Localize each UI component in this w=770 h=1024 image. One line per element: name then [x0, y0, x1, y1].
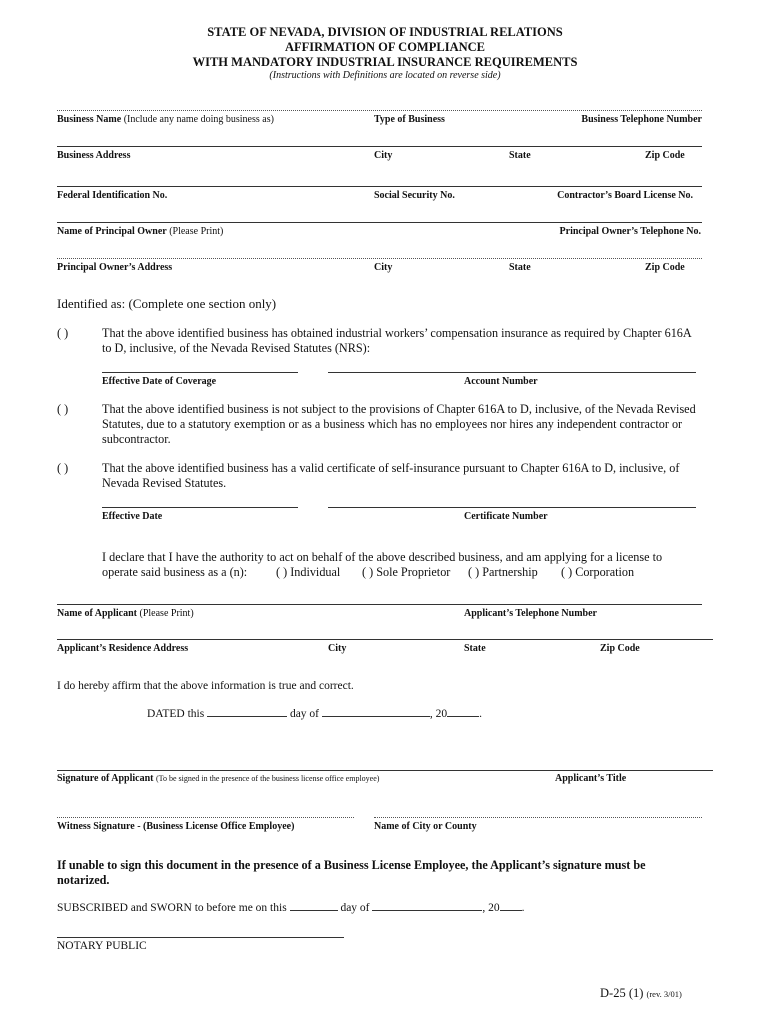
- corporation-option[interactable]: ( ) Corporation: [561, 565, 635, 579]
- applicant-address-label: Applicant’s Residence Address: [57, 643, 189, 654]
- owner-city-label: City: [374, 262, 393, 273]
- owner-name-line[interactable]: [57, 222, 702, 223]
- notarization-warning: If unable to sign this document in the presence of a Business License Employee, the Applicant’s signature must be notarized.: [57, 858, 646, 887]
- business-name-line[interactable]: [57, 110, 702, 111]
- option3-checkbox[interactable]: ( ): [57, 461, 69, 475]
- applicant-state-label: State: [464, 643, 486, 654]
- certificate-number-label: Certificate Number: [464, 511, 548, 522]
- form-number: D-25 (1) (rev. 3/01): [600, 986, 682, 1000]
- business-city-label: City: [374, 150, 393, 161]
- business-type-label: Type of Business: [374, 114, 445, 125]
- notary-public-label: NOTARY PUBLIC: [57, 940, 147, 952]
- owner-address-line[interactable]: [57, 258, 702, 259]
- dated-line: DATED this day of , 20 .: [147, 708, 482, 720]
- business-zip-label: Zip Code: [645, 150, 685, 161]
- account-number-line[interactable]: [328, 372, 696, 373]
- notary-signature-line[interactable]: [57, 937, 344, 938]
- option1-checkbox[interactable]: ( ): [57, 326, 69, 340]
- sole-proprietor-option[interactable]: ( ) Sole Proprietor: [362, 565, 451, 579]
- option2-text: That the above identified business is not subject to the provisions of Chapter 616A to D, inclusive, of the Nevada Revised Statutes, due to a statutory exemption or as a business which has no employees nor hires any independent contractor or subcontractor.: [102, 402, 696, 446]
- identified-as-heading: Identified as: (Complete one section only): [57, 296, 277, 311]
- dated-month-blank[interactable]: [322, 706, 430, 717]
- individual-option[interactable]: ( ) Individual: [276, 565, 341, 579]
- partnership-option[interactable]: ( ) Partnership: [468, 565, 538, 579]
- applicant-signature-label: Signature of Applicant (To be signed in the presence of the business license office employee): [57, 773, 380, 784]
- applicant-title-label: Applicant’s Title: [555, 773, 627, 784]
- option3-text: That the above identified business has a valid certificate of self-insurance pursuant to Chapter 616A to D, inclusive, of Nevada Revised Statutes.: [102, 461, 680, 490]
- federal-id-label: Federal Identification No.: [57, 190, 168, 201]
- applicant-phone-label: Applicant’s Telephone Number: [464, 608, 597, 619]
- city-county-line[interactable]: [374, 817, 702, 818]
- account-number-label: Account Number: [464, 376, 538, 387]
- owner-zip-label: Zip Code: [645, 262, 685, 273]
- owner-address-label: Principal Owner’s Address: [57, 262, 173, 273]
- instructions-note: (Instructions with Definitions are located on reverse side): [269, 70, 501, 81]
- owner-state-label: State: [509, 262, 531, 273]
- business-address-line[interactable]: [57, 146, 702, 147]
- form-title: AFFIRMATION OF COMPLIANCE: [285, 40, 485, 54]
- declaration-text: I declare that I have the authority to act on behalf of the above described business, and am applying for a license to: [102, 550, 663, 564]
- applicant-zip-label: Zip Code: [600, 643, 640, 654]
- option2-checkbox[interactable]: ( ): [57, 402, 69, 416]
- affirmation-statement: I do hereby affirm that the above information is true and correct.: [57, 680, 354, 692]
- dated-day-blank[interactable]: [207, 706, 287, 717]
- business-state-label: State: [509, 150, 531, 161]
- identification-line[interactable]: [57, 186, 702, 187]
- coverage-date-label: Effective Date of Coverage: [102, 376, 217, 387]
- applicant-name-line[interactable]: [57, 604, 702, 605]
- option1-text: That the above identified business has obtained industrial workers’ compensation insurance as required by Chapter 616A to D, inclusive, of the Nevada Revised Statutes (NRS):: [102, 326, 692, 355]
- city-county-label: Name of City or County: [374, 821, 477, 832]
- owner-phone-label: Principal Owner’s Telephone No.: [559, 226, 701, 237]
- certificate-number-line[interactable]: [328, 507, 696, 508]
- sworn-day-blank[interactable]: [290, 900, 338, 911]
- subscribed-line: SUBSCRIBED and SWORN to before me on this day of , 20 .: [57, 902, 525, 914]
- business-type-prefix: operate said business as a (n):: [102, 565, 248, 579]
- ssn-label: Social Security No.: [374, 190, 455, 201]
- business-phone-label: Business Telephone Number: [581, 114, 702, 125]
- effective-date-label: Effective Date: [102, 511, 163, 522]
- business-address-label: Business Address: [57, 150, 131, 161]
- business-name-label: Business Name (Include any name doing business as): [57, 114, 274, 125]
- applicant-address-line[interactable]: [57, 639, 713, 640]
- applicant-city-label: City: [328, 643, 347, 654]
- sworn-year-blank[interactable]: [500, 900, 522, 911]
- form-title-agency: STATE OF NEVADA, DIVISION OF INDUSTRIAL RELATIONS: [207, 25, 563, 39]
- witness-signature-label: Witness Signature - (Business License Office Employee): [57, 821, 295, 832]
- coverage-date-line[interactable]: [102, 372, 298, 373]
- contractor-license-label: Contractor’s Board License No.: [557, 190, 693, 201]
- sworn-month-blank[interactable]: [372, 900, 482, 911]
- witness-signature-line[interactable]: [57, 817, 354, 818]
- applicant-name-label: Name of Applicant (Please Print): [57, 608, 194, 619]
- effective-date-line[interactable]: [102, 507, 298, 508]
- applicant-signature-line[interactable]: [57, 770, 713, 771]
- dated-year-blank[interactable]: [447, 706, 479, 717]
- form-subtitle: WITH MANDATORY INDUSTRIAL INSURANCE REQUIREMENTS: [192, 55, 578, 69]
- owner-name-label: Name of Principal Owner (Please Print): [57, 226, 224, 237]
